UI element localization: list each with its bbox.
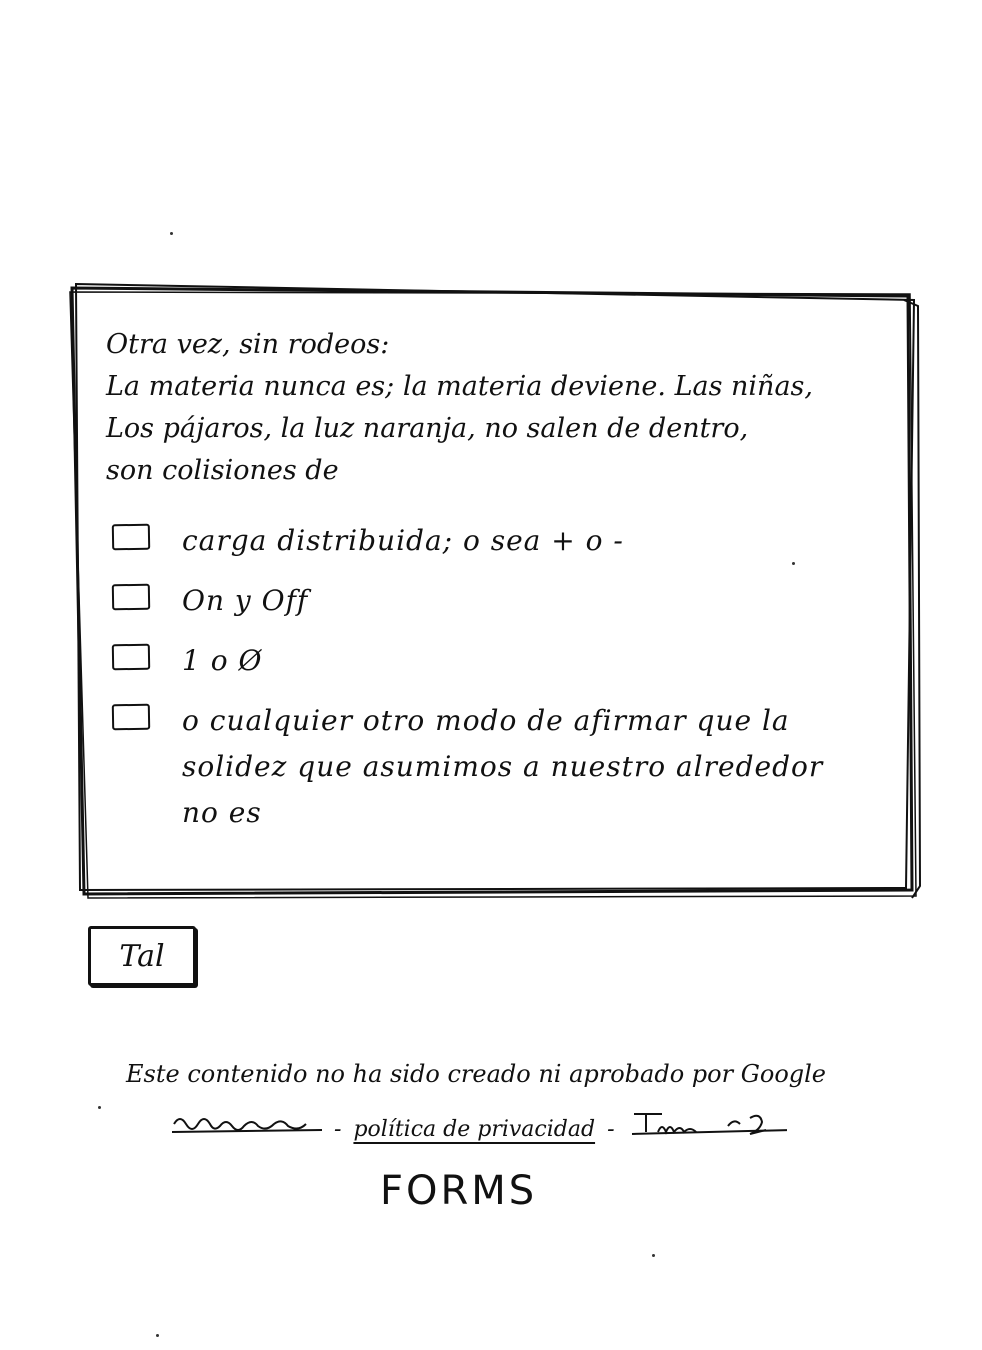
checkbox[interactable] xyxy=(112,644,150,671)
scribbled-link[interactable] xyxy=(172,1110,322,1136)
question-line: La materia nunca es; la materia deviene. Las niñas, xyxy=(106,371,813,402)
speck xyxy=(98,1106,101,1109)
privacy-policy-link[interactable]: política de privacidad xyxy=(353,1117,596,1142)
question-line: Los pájaros, la luz naranja, no salen de dentro, xyxy=(106,413,749,444)
scribbled-link[interactable] xyxy=(627,1110,787,1136)
speck xyxy=(792,562,795,565)
checkbox-label: o cualquier otro modo de afirmar que la solidez que asumimos a nuestro alrededor no es xyxy=(182,704,824,829)
speck xyxy=(170,232,173,235)
forms-logo: FORMS xyxy=(380,1168,538,1214)
footer-separator: - xyxy=(607,1117,615,1142)
footer-separator: - xyxy=(334,1117,342,1142)
checkbox-group xyxy=(112,518,872,850)
checkbox[interactable] xyxy=(112,584,150,611)
form-question xyxy=(106,324,886,492)
checkbox-label: carga distribuida; o sea + o - xyxy=(182,524,624,557)
form-card xyxy=(72,288,912,892)
checkbox[interactable] xyxy=(112,704,150,731)
question-line: son colisiones de xyxy=(106,455,339,486)
checkbox-label: On y Off xyxy=(182,584,309,617)
question-line: Otra vez, sin rodeos: xyxy=(106,329,390,360)
checkbox-option-other[interactable] xyxy=(112,698,872,836)
footer-links xyxy=(172,1110,872,1142)
checkbox-option-binary[interactable] xyxy=(112,638,872,684)
footer-disclaimer: Este contenido no ha sido creado ni aprobado por Google xyxy=(126,1060,827,1088)
checkbox[interactable] xyxy=(112,524,150,551)
speck xyxy=(156,1334,159,1337)
checkbox-label: 1 o Ø xyxy=(182,644,263,677)
speck xyxy=(652,1254,655,1257)
checkbox-option-carga[interactable] xyxy=(112,518,872,564)
submit-button[interactable]: Tal xyxy=(88,926,196,986)
checkbox-option-on-off[interactable] xyxy=(112,578,872,624)
